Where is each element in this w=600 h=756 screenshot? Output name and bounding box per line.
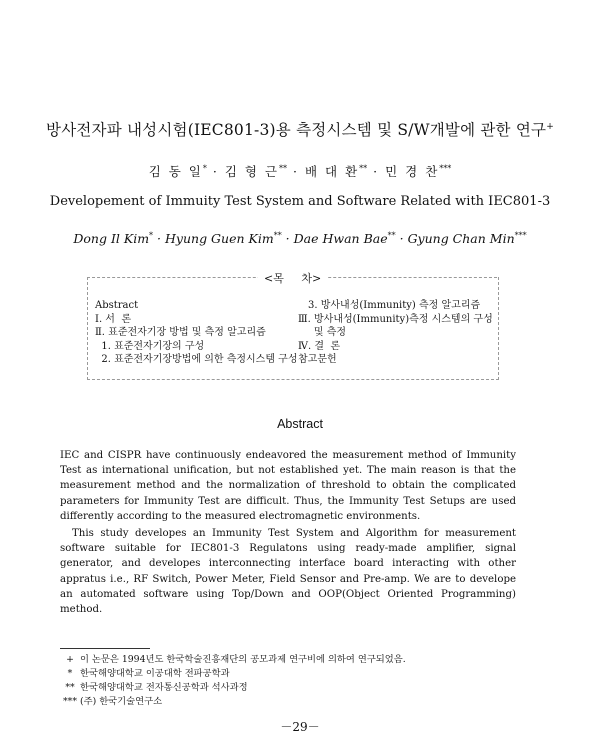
author-en-2-mark: **: [273, 231, 282, 240]
author-separator: ·: [373, 164, 380, 179]
title-korean: [0, 118, 600, 140]
author-en-3: Dae Hwan Bae: [293, 231, 388, 247]
authors-english: [0, 231, 600, 246]
author-ko-4-mark: ***: [439, 163, 452, 173]
footnote: [60, 681, 406, 695]
author-en-4: Gyung Chan Min: [407, 231, 515, 247]
footnote-mark: ***: [63, 696, 77, 707]
toc-item: Ⅳ. 결 론: [298, 340, 341, 352]
author-en-3-mark: **: [387, 231, 396, 240]
author-ko-2-mark: **: [279, 163, 288, 173]
authors-korean: [0, 162, 600, 180]
toc-item: Ⅰ. 서 론: [95, 313, 131, 325]
author-separator: ·: [285, 231, 290, 247]
toc-item: 2. 표준전자기장방법에 의한 측정시스템 구성: [95, 354, 298, 365]
toc-item: Ⅱ. 표준전자기장 방법 및 측정 알고리즘: [95, 327, 266, 338]
toc-item: 1. 표준전자기장의 구성: [95, 340, 205, 352]
toc-right-column: [298, 299, 493, 367]
author-separator: ·: [399, 231, 404, 247]
author-ko-1: 김 동 일: [148, 164, 203, 179]
title-english: Developement of Immuity Test System and Software Related with IEC801-3: [49, 194, 551, 209]
footnote: [60, 667, 406, 681]
author-en-4-mark: ***: [514, 231, 527, 240]
footnote-text: 한국해양대학교 이공대학 전파공학과: [80, 668, 230, 679]
toc-item: Ⅲ. 방사내성(Immunity)측정 시스템의 구성: [298, 313, 493, 325]
toc-item: 참고문헌: [298, 354, 337, 365]
footnote-mark: **: [65, 682, 75, 693]
title-footnote-mark: +: [546, 121, 554, 132]
abstract-paragraph-2: This study developes an Immunity Test System and Algorithm for measurement software suitable for IEC801-3 Regulatons using ready-made amplifier, signal generator, and developes interconnecting interface board interacting with other appratus i.e., RF Switch, Power Meter, Field Sensor and Pre-amp. We are to develope an automated software using Top/Down and OOP(Object Oriented Programming) method.: [60, 528, 516, 616]
abstract-paragraph-1: IEC and CISPR have continuously endeavored the measurement method of Immunity Test as international unification, but not established yet. The main reason is that the measurement method and the normalization of threshold to obtain the complicated parameters for Immunity Test are difficult. Thus, the Immunity Test Setups are used differently according to the measured electromagnetic environments.: [60, 450, 516, 522]
author-en-1: Dong Il Kim: [73, 231, 150, 247]
footnote-rule: [60, 648, 150, 649]
footnote-mark: +: [66, 654, 74, 665]
author-separator: ·: [212, 164, 219, 179]
footnote-mark: *: [67, 668, 73, 679]
footnote-text: 이 논문은 1994년도 한국학술진흥재단의 공모과제 연구비에 의하여 연구되었음.: [80, 654, 406, 665]
author-en-1-mark: *: [149, 231, 154, 240]
author-separator: ·: [293, 164, 299, 179]
toc-item: 3. 방사내성(Immunity) 측정 알고리즘: [308, 300, 481, 311]
author-ko-3-mark: **: [359, 163, 368, 173]
footnotes: [60, 653, 406, 709]
toc-heading: <목 차>: [258, 270, 327, 286]
toc-item: Abstract: [95, 300, 139, 311]
footnote: [60, 695, 406, 709]
toc-item: 및 측정: [298, 327, 347, 338]
title-korean-text: 방사전자파 내성시험(IEC801-3)용 측정시스템 및 S/W개발에 관한 연구: [46, 121, 547, 139]
author-separator: ·: [157, 231, 162, 247]
toc-left-column: [95, 299, 298, 367]
abstract-heading: Abstract: [277, 417, 323, 431]
footnote: [60, 653, 406, 667]
footnote-text: 한국해양대학교 전자통신공학과 석사과정: [80, 682, 248, 693]
author-ko-4: 민 경 찬: [385, 164, 440, 179]
author-ko-3: 배 대 환: [304, 164, 360, 179]
author-en-2: Hyung Guen Kim: [165, 231, 274, 247]
footnote-text: (주) 한국기술연구소: [80, 696, 163, 707]
author-ko-1-mark: *: [202, 163, 207, 173]
abstract-body: [60, 448, 516, 617]
page-number: －29－: [280, 720, 320, 734]
author-ko-2: 김 형 근: [224, 164, 280, 179]
